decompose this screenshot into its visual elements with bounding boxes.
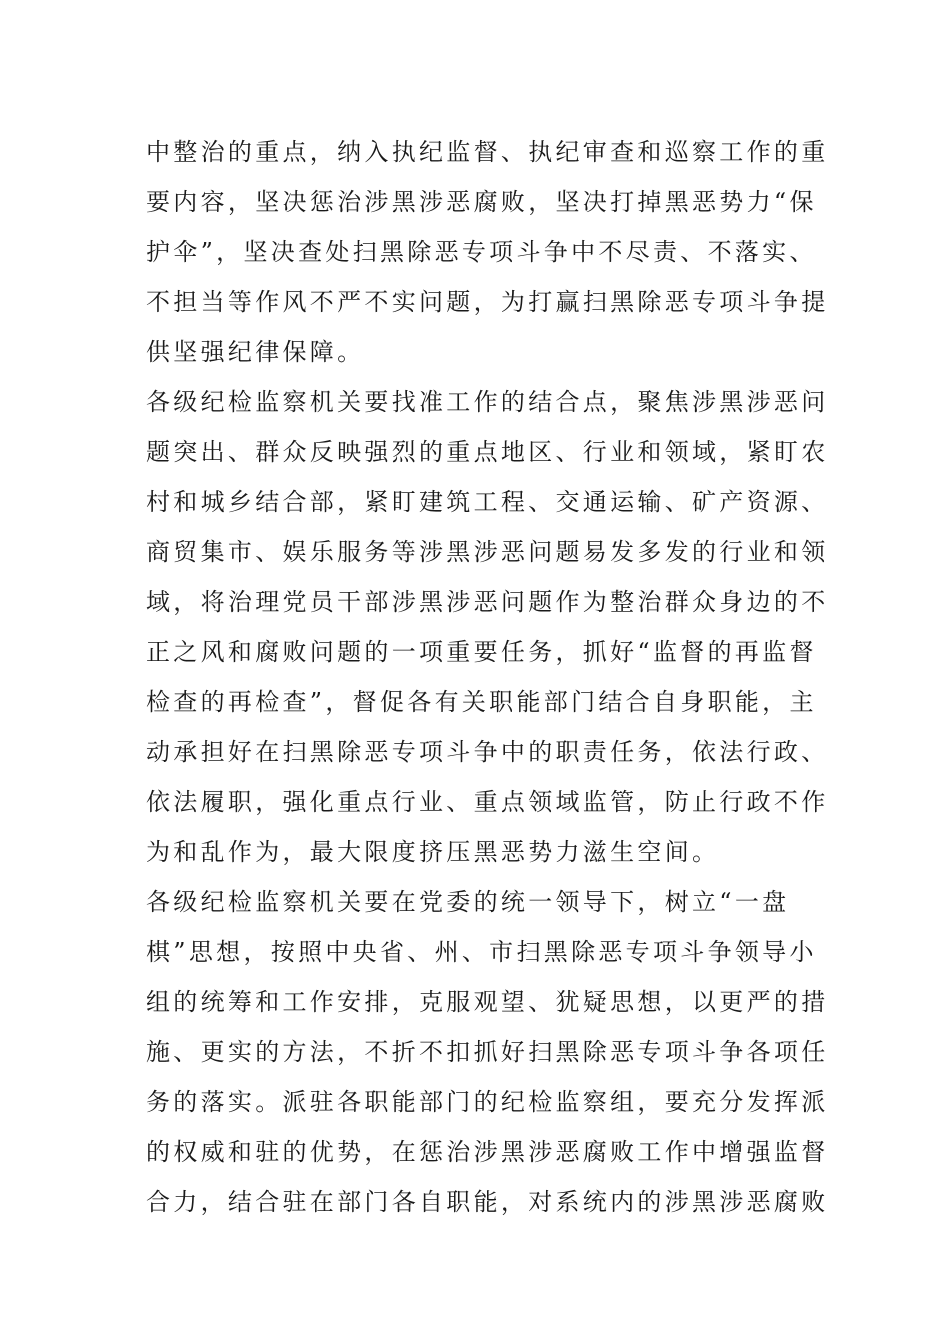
- text-line: 各级纪检监察机关要在党委的统一领导下，树立“一盘: [146, 888, 790, 916]
- text-line: 为和乱作为，最大限度挤压黑恶势力滋生空间。: [146, 838, 720, 866]
- text-line: 各级纪检监察机关要找准工作的结合点，聚焦涉黑涉恶问: [146, 388, 829, 416]
- text-line: 商贸集市、娱乐服务等涉黑涉恶问题易发多发的行业和领: [146, 538, 829, 566]
- text-line: 域，将治理党员干部涉黑涉恶问题作为整治群众身边的不: [146, 588, 829, 616]
- text-line: 组的统筹和工作安排，克服观望、犹疑思想，以更严的措: [146, 988, 829, 1016]
- text-line: 村和城乡结合部，紧盯建筑工程、交通运输、矿产资源、: [146, 488, 829, 516]
- text-line: 施、更实的方法，不折不扣抓好扫黑除恶专项斗争各项任: [146, 1038, 829, 1066]
- text-line: 供坚强纪律保障。: [146, 338, 365, 366]
- text-line: 题突出、群众反映强烈的重点地区、行业和领域，紧盯农: [146, 438, 829, 466]
- text-line: 不担当等作风不严不实问题，为打赢扫黑除恶专项斗争提: [146, 288, 829, 316]
- text-line: 动承担好在扫黑除恶专项斗争中的职责任务，依法行政、: [146, 738, 829, 766]
- text-line: 合力，结合驻在部门各自职能，对系统内的涉黑涉恶腐败: [146, 1188, 829, 1216]
- text-line: 的权威和驻的优势，在惩治涉黑涉恶腐败工作中增强监督: [146, 1138, 829, 1166]
- text-line: 务的落实。派驻各职能部门的纪检监察组，要充分发挥派: [146, 1088, 829, 1116]
- text-line: 依法履职，强化重点行业、重点领域监管，防止行政不作: [146, 788, 829, 816]
- text-line: 中整治的重点，纳入执纪监督、执纪审查和巡察工作的重: [146, 138, 829, 166]
- text-line: 检查的再检查”，督促各有关职能部门结合自身职能，主: [146, 688, 817, 716]
- text-line: 棋”思想，按照中央省、州、市扫黑除恶专项斗争领导小: [146, 938, 817, 966]
- text-line: 护伞”，坚决查处扫黑除恶专项斗争中不尽责、不落实、: [146, 238, 817, 266]
- text-line: 要内容，坚决惩治涉黑涉恶腐败，坚决打掉黑恶势力“保: [146, 188, 817, 216]
- text-line: 正之风和腐败问题的一项重要任务，抓好“监督的再监督: [146, 638, 817, 666]
